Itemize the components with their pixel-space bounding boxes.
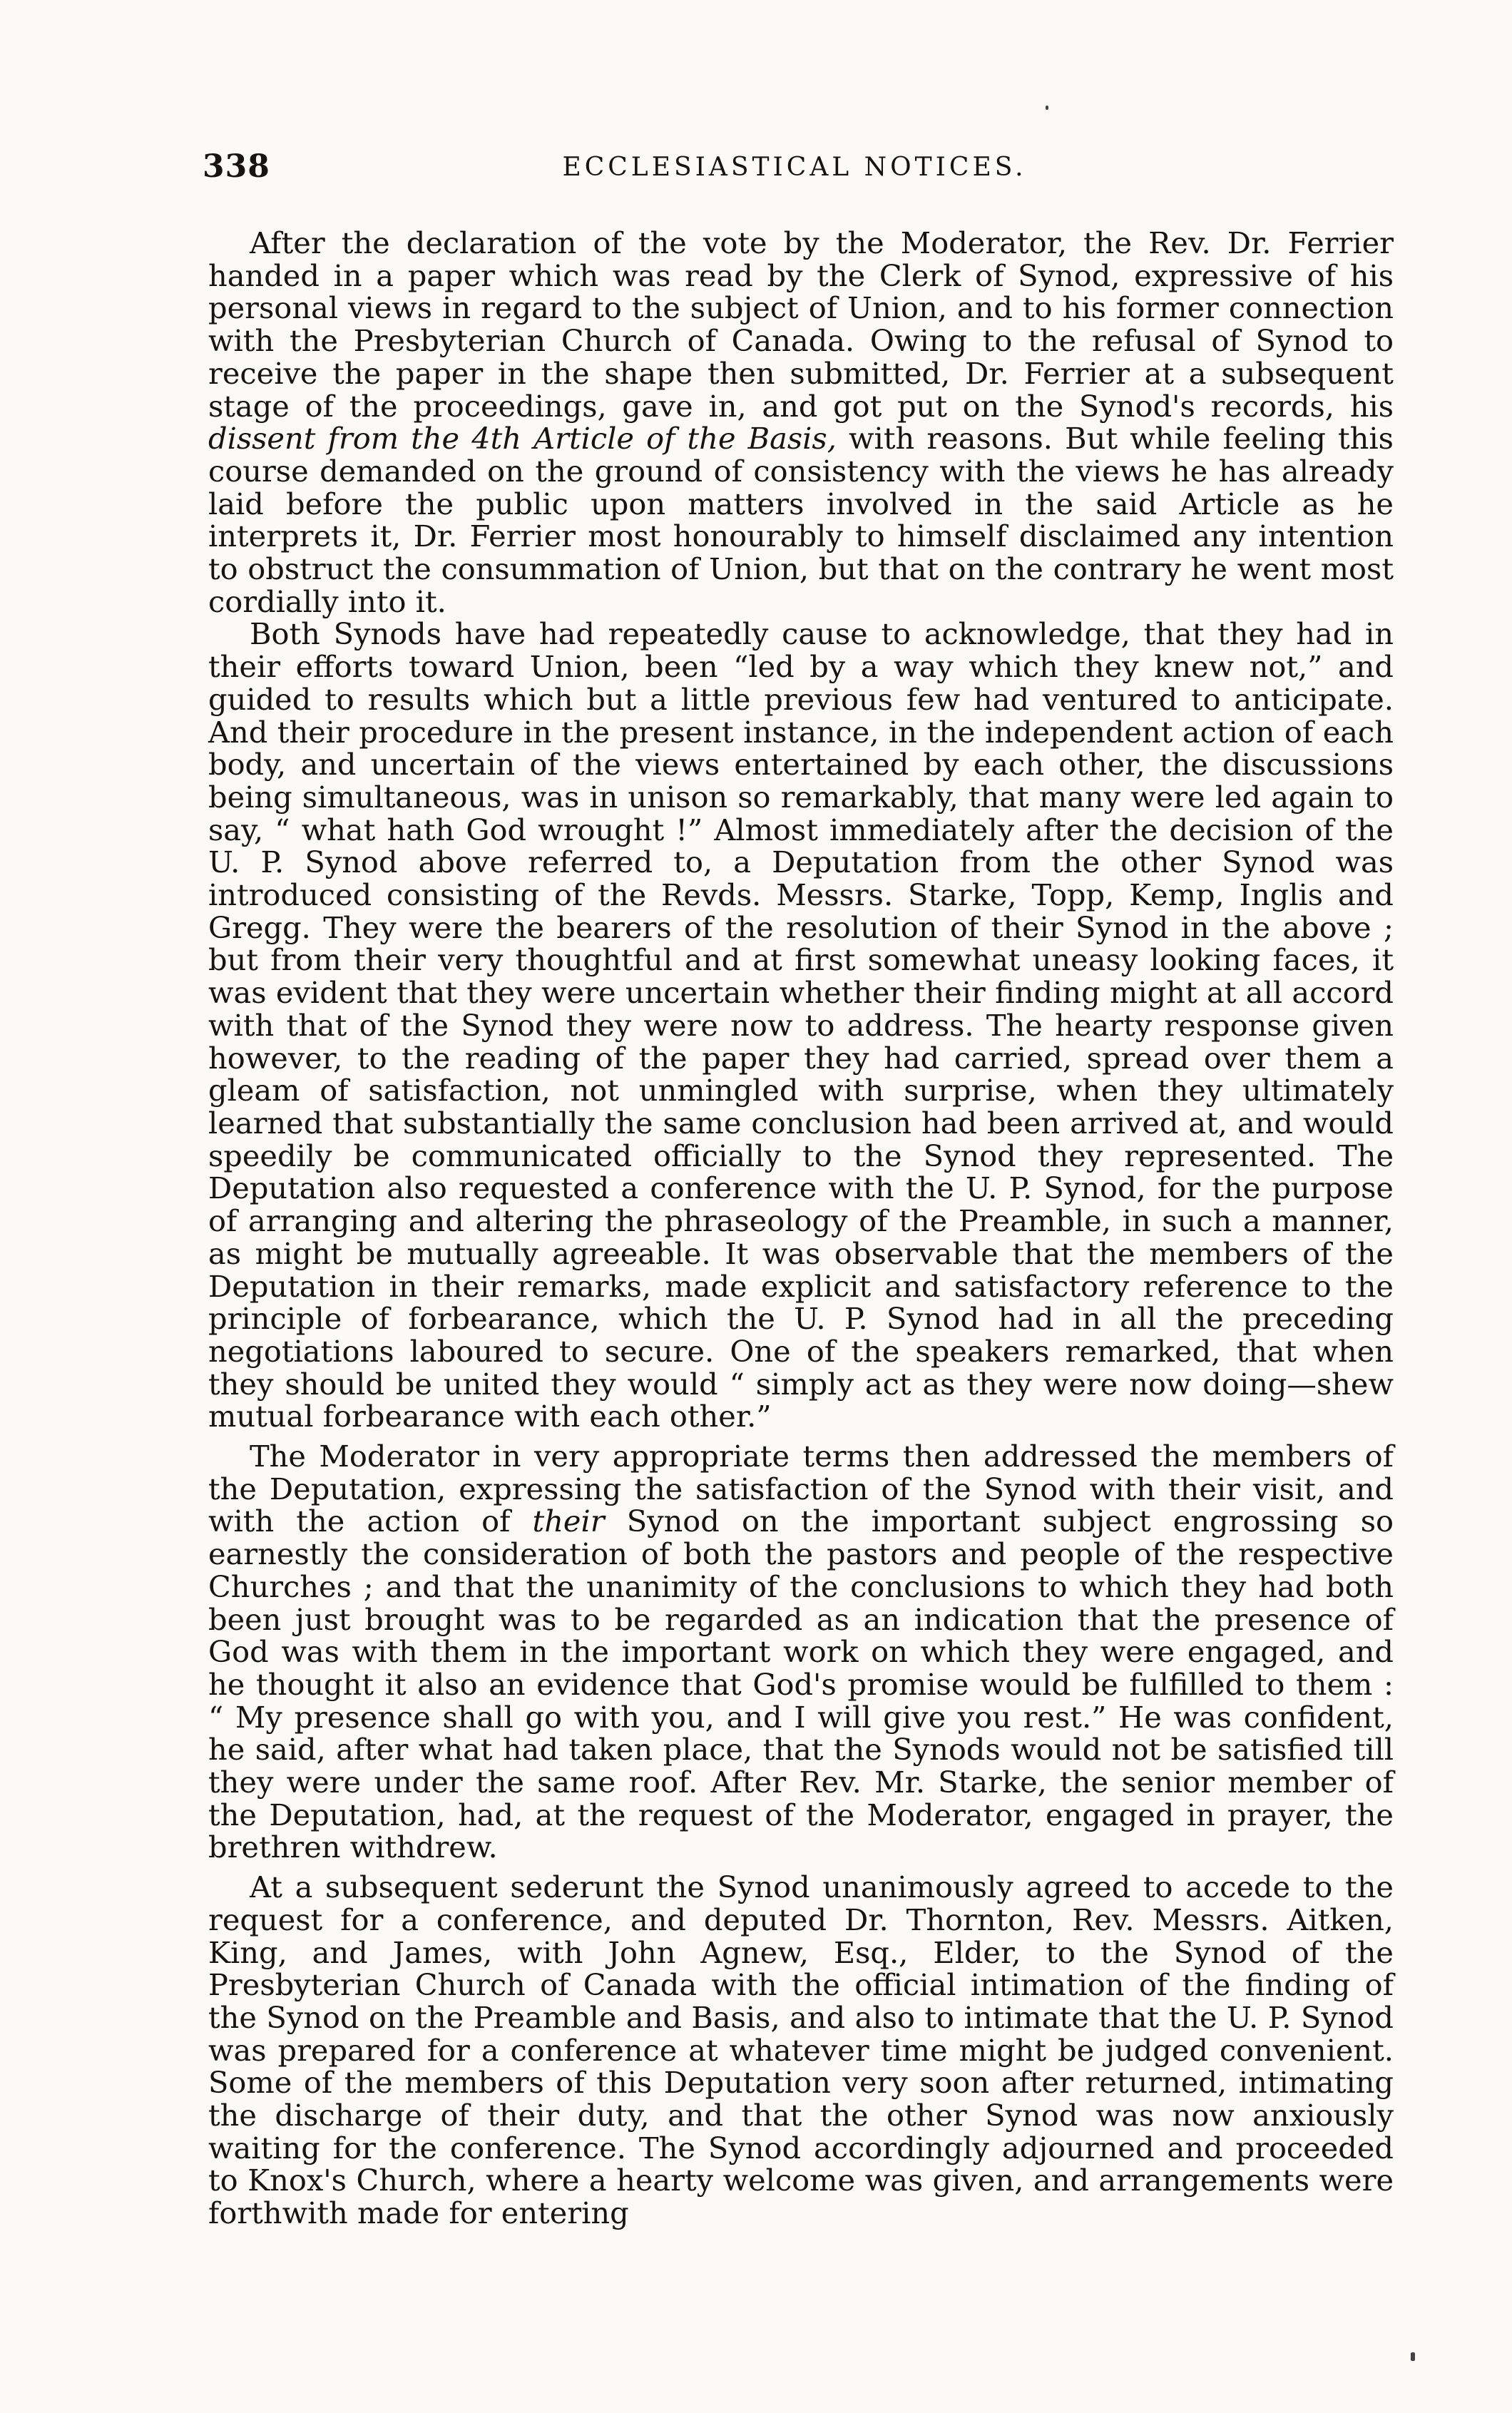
stray-ink-mark <box>1046 106 1048 110</box>
page-number: 338 <box>203 148 270 185</box>
paragraph-ferrier-dissent <box>208 227 1394 618</box>
page-header <box>203 148 1386 198</box>
paragraph-conference <box>208 1871 1394 2230</box>
paragraph-text: Both Synods have had repeatedly cause to acknowledge, that they had in their efforts toward Union, been “led by a way which they knew not,” and guided to results which but a little previous few had ventured to anticipate. And their procedure in the present instance, in the independent action of each body, and uncertain of the views entertained by each other, the discussions being simultaneous, was in unison so remarkably, that many were led again to say, “ what hath God wrought !” Almost immediately after the decision of the U. P. Synod above referred to, a Deputation from the other Synod was introduced consisting of the Revds. Messrs. Starke, Topp, Kemp, Inglis and Gregg. They were the bearers of the resolution of their Synod in the above ; but from their very thoughtful and at first somewhat uneasy looking faces, it was evident that they were uncertain whether their finding might at all accord with that of the Synod they were now to address. The hearty response given however, to the reading of the paper they had carried, spread over them a gleam of satisfaction, not unmingled with surprise, when they ultimately learned that substantially the same conclusion had been arrived at, and would speedily be communicated officially to the Synod they represented. The Deputation also requested a conference with the U. P. Synod, for the purpose of arranging and altering the phraseology of the Preamble, in such a manner, as might be mutually agreeable. It was observable that the members of the Deputation in their remarks, made explicit and satisfactory reference to the principle of forbearance, which the U. P. Synod had in all the preceding negotiations laboured to secure. One of the speakers remarked, that when they should be united they would “ simply act as they were now doing—shew mutual forbearance with each other.” <box>208 616 1394 1434</box>
paragraph-text: At a subsequent sederunt the Synod unanimously agreed to accede to the request for a conference, and deputed Dr. Thornton, Rev. Messrs. Aitken, King, and James, with John Agnew, Esq., Elder, to the Synod of the Presbyterian Church of Canada with the official intimation of the finding of the Synod on the Preamble and Basis, and also to intimate that the U. P. Synod was prepared for a conference at whatever time might be judged convenient. Some of the members of this Deputation very soon after returned, intimating the discharge of their duty, and that the other Synod was now anxiously waiting for the conference. The Synod accordingly adjourned and proceeded to Knox's Church, where a hearty welcome was given, and arrangements were forthwith made for entering <box>208 1869 1394 2231</box>
paragraph-text: Synod on the important subject engrossing so earnestly the consideration of both the pastors and people of the respective Churches ; and that the unanimity of the conclusions to which they had both been just brought was to be regarded as an indication that the presence of God was with them in the important work on which they were engaged, and he thought it also an evidence that God's promise would be fulfilled to them : “ My presence shall go with you, and I will give you rest.” He was confident, he said, after what had taken place, that the Synods would not be satisfied till they were under the same roof. After Rev. Mr. Starke, the senior member of the Deputation, had, at the request of the Moderator, engaged in prayer, the brethren withdrew. <box>208 1504 1394 1865</box>
italic-phrase: dissent from the 4th Article of the Basis, <box>208 421 837 456</box>
stray-ink-mark <box>1411 2352 1415 2361</box>
paragraph-moderator-address <box>208 1440 1394 1864</box>
paragraph-text: The Moderator in very appropriate terms then addressed the members of the Deputation, expressing the satisfaction of the Synod with their visit, and with the action of <box>208 1439 1394 1539</box>
paragraph-text: with reasons. But while feeling this course demanded on the ground of consistency with the views he has already laid before the public upon matters involved in the said Article as he interprets it, Dr. Ferrier most honourably to himself disclaimed any intention to obstruct the consummation of Union, but that on the contrary he went most cordially into it. <box>208 421 1394 619</box>
paragraph-text: After the declaration of the vote by the Moderator, the Rev. Dr. Ferrier handed in a paper which was read by the Clerk of Synod, expressive of his personal views in regard to the subject of Union, and to his former connection with the Presbyterian Church of Canada. Owing to the refusal of Synod to receive the paper in the shape then submitted, Dr. Ferrier at a subsequent stage of the proceedings, gave in, and got put on the Synod's records, his <box>208 225 1394 424</box>
italic-phrase: their <box>532 1504 605 1539</box>
paragraph-deputation <box>208 618 1394 1433</box>
article-body <box>208 227 1394 2230</box>
running-head: ECCLESIASTICAL NOTICES. <box>562 153 1027 182</box>
